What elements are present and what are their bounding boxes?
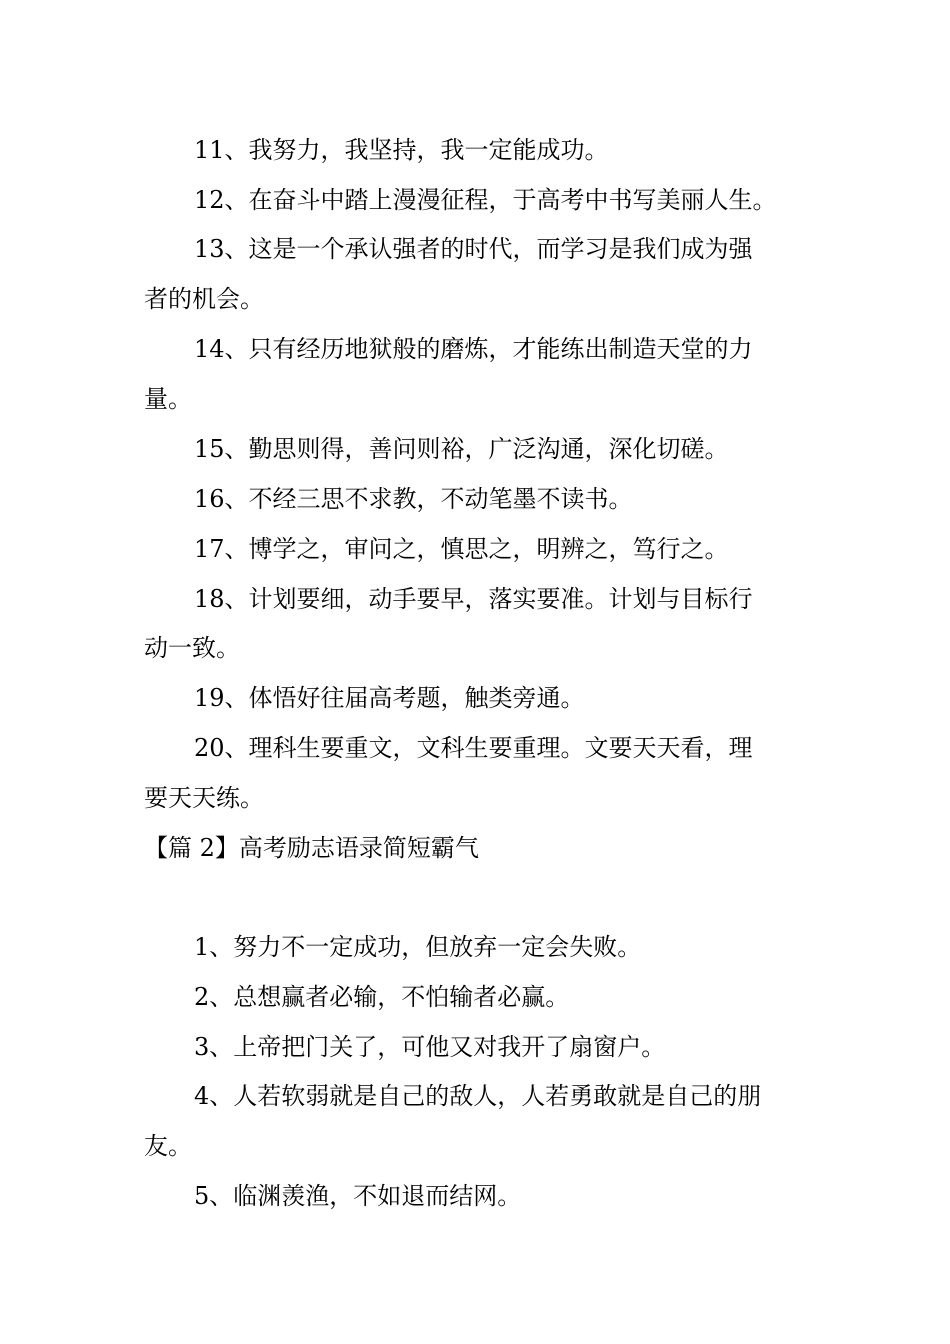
section-heading: 【篇 2】高考励志语录简短霸气	[144, 834, 479, 862]
item-18-line-2: 动一致。	[144, 634, 240, 662]
item-20-line-2: 要天天练。	[144, 784, 264, 812]
item-14-line-1: 14、只有经历地狱般的磨炼，才能练出制造天堂的力	[194, 335, 753, 363]
item-15-line-1: 15、勤思则得，善问则裕，广泛沟通，深化切磋。	[194, 435, 729, 463]
item-17-line-1: 17、博学之，审问之，慎思之，明辨之，笃行之。	[194, 535, 729, 563]
item-1-line-1: 1、努力不一定成功，但放弃一定会失败。	[194, 933, 642, 961]
item-11-line-1: 11、我努力，我坚持，我一定能成功。	[194, 136, 609, 164]
item-12-line-1: 12、在奋斗中踏上漫漫征程，于高考中书写美丽人生。	[194, 186, 777, 214]
item-18-line-1: 18、计划要细，动手要早，落实要准。计划与目标行	[194, 585, 753, 613]
item-13-line-2: 者的机会。	[144, 285, 264, 313]
item-14-line-2: 量。	[144, 385, 192, 413]
item-4-line-1: 4、人若软弱就是自己的敌人，人若勇敢就是自己的朋	[194, 1082, 762, 1110]
item-19-line-1: 19、体悟好往届高考题，触类旁通。	[194, 684, 585, 712]
item-5-line-1: 5、临渊羡渔，不如退而结网。	[194, 1182, 522, 1210]
item-3-line-1: 3、上帝把门关了，可他又对我开了扇窗户。	[194, 1033, 666, 1061]
item-16-line-1: 16、不经三思不求教，不动笔墨不读书。	[194, 485, 633, 513]
item-20-line-1: 20、理科生要重文，文科生要重理。文要天天看，理	[194, 734, 753, 762]
item-4-line-2: 友。	[144, 1132, 192, 1160]
item-2-line-1: 2、总想赢者必输，不怕输者必赢。	[194, 983, 570, 1011]
item-13-line-1: 13、这是一个承认强者的时代，而学习是我们成为强	[194, 235, 753, 263]
